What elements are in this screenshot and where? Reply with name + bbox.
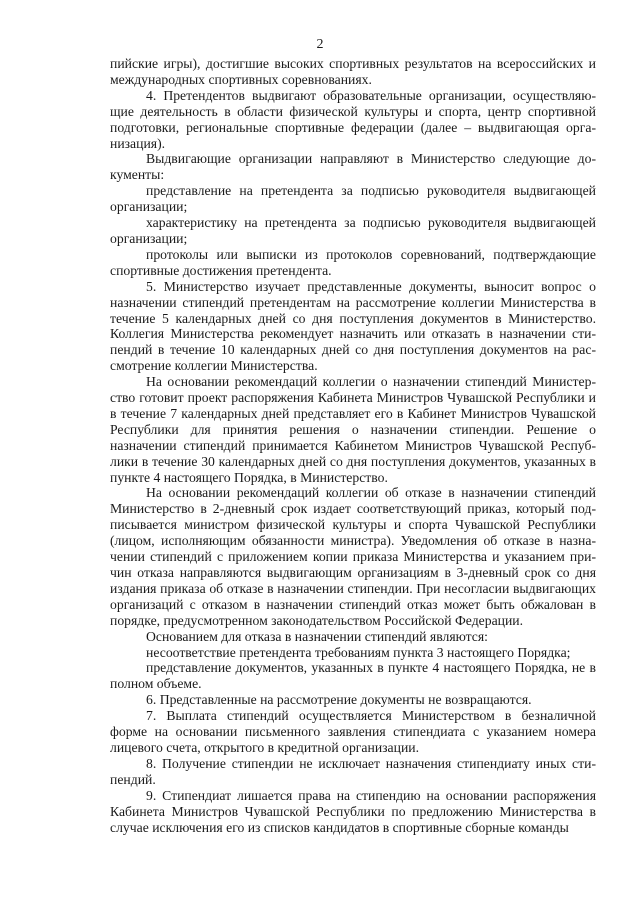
paragraph: 7. Выплата стипендий осуществляется Министерством в безналичной форме на основании письменного заявления стипендиата с указанием номера лицевого счета, открытого в кредитной организации. xyxy=(110,708,596,755)
paragraph: несоответствие претендента требованиям пункта 3 настоящего Порядка; xyxy=(146,644,571,660)
paragraph: характеристику на претендента за подписью руководителя выдвигающей организации; xyxy=(110,215,596,246)
paragraph: Выдвигающие организации направляют в Министерство следующие документы: xyxy=(110,151,596,183)
paragraph: На основании рекомендаций коллегии об отказе в назначении стипендий Министерство в 2-дневный срок издает соответствующий приказ, который подписывается министром физической культуры и спорта Чувашской Республики (лицом, исполняющим обязанности министра). Уведомления об отказе в назначении стипендий с приложением копии приказа Министерства и указанием причин отказа направляются выдвигающим организациям в 3-дневный срок со дня издания приказа об отказе в назначении стипендии. При несогласии выдвигающих организаций с отказом в назначении стипендий отказ может быть обжалован в порядке, предусмотренном законодательством Российской Федерации. xyxy=(110,485,596,628)
page-number: 2 xyxy=(316,37,324,52)
paragraph: 4. Претендентов выдвигают образовательные организации, осуществляющие деятельность в области физической культуры и спорта, центр спортивной подготовки, региональные спортивные федерации (далее – выдвигающая организация). xyxy=(110,87,596,151)
paragraph: представление на претендента за подписью руководителя выдвигающей организации; xyxy=(110,183,596,215)
paragraph: 9. Стипендиат лишается права на стипендию на основании распоряжения Кабинета Министров Чувашской Республики по предложению Министерства в случае исключения его из списков кандидатов в спортивные сборные команды xyxy=(110,787,596,835)
paragraph: На основании рекомендаций коллегии о назначении стипендий Министерство готовит проект распоряжения Кабинета Министров Чувашской Республики и в течение 7 календарных дней представляет его в Кабинет Министров Чувашской Республики для принятия решения о назначении стипендии. Решение о назначении стипендий принимается Кабинетом Министров Чувашской Республики в течение 30 календарных дней со дня поступления документов, указанных в пункте 4 настоящего Порядка, в Министерство. xyxy=(110,374,596,485)
paragraph: пийские игры), достигшие высоких спортивных результатов на всероссийских и международных спортивных соревнованиях. xyxy=(110,56,596,87)
document-body xyxy=(110,56,596,835)
paragraph: 5. Министерство изучает представленные документы, выносит вопрос о назначении стипендий претендентам на рассмотрение коллегии Министерства в течение 5 календарных дней со дня поступления документов в Министерство. Коллегия Министерства рекомендует назначить или отказать в назначении стипендий в течение 10 календарных дней со дня поступления документов на рассмотрение коллегии Министерства. xyxy=(110,278,596,374)
paragraph: 8. Получение стипендии не исключает назначения стипендиату иных стипендий. xyxy=(110,755,596,787)
paragraph: протоколы или выписки из протоколов соревнований, подтверждающие спортивные достижения претендента. xyxy=(110,246,596,278)
paragraph: 6. Представленные на рассмотрение документы не возвращаются. xyxy=(146,692,532,708)
paragraph: представление документов, указанных в пункте 4 настоящего Порядка, не в полном объеме. xyxy=(110,660,596,692)
paragraph: Основанием для отказа в назначении стипендий являются: xyxy=(146,628,488,644)
